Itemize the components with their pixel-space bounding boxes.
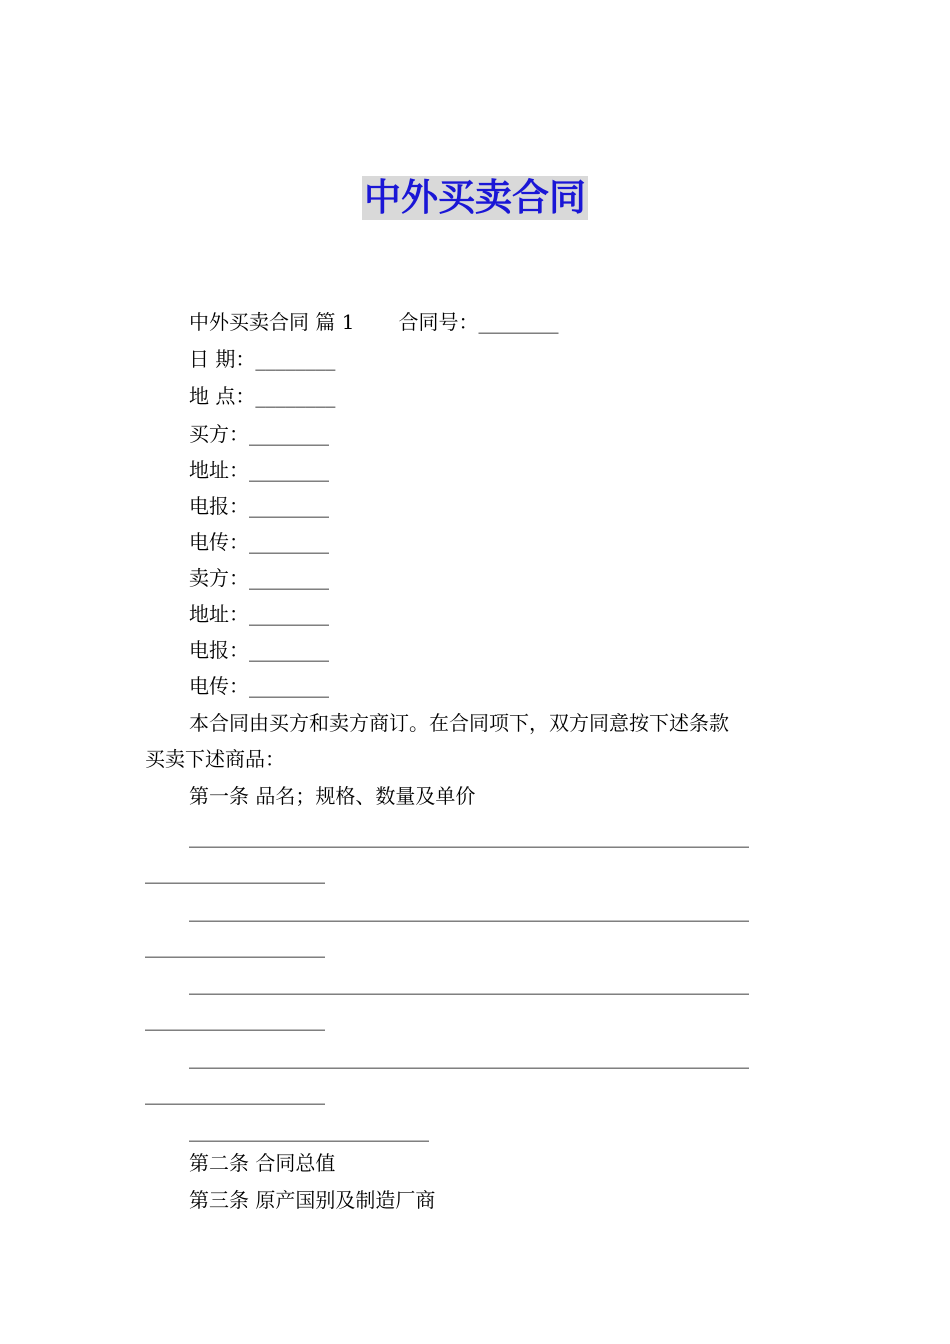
field-buyer: 买方：________: [189, 422, 329, 446]
blank-line: ________________________________________________________: [189, 1045, 749, 1069]
blank-line: __________________: [145, 1081, 325, 1105]
field-seller-telegram: 电报：________: [189, 638, 329, 662]
contract-number-field: 合同号：________: [398, 310, 559, 334]
field-seller: 卖方：________: [189, 566, 329, 590]
header-line: [189, 308, 558, 336]
field-seller-telex: 电传：________: [189, 674, 329, 698]
title-block: [0, 176, 950, 220]
field-date: 日 期：________: [189, 347, 336, 371]
intro-paragraph-line1: 本合同由买方和卖方商订。在合同项下，双方同意按下述条款: [189, 711, 729, 735]
blank-line: ________________________________________________________: [189, 824, 749, 848]
field-seller-address: 地址：________: [189, 602, 329, 626]
article-2-heading: 第二条 合同总值: [189, 1151, 336, 1175]
document-title: 中外买卖合同: [364, 176, 586, 219]
article-3-heading: 第三条 原产国别及制造厂商: [189, 1188, 436, 1212]
blank-line: __________________: [145, 860, 325, 884]
blank-line: ________________________________________________________: [189, 898, 749, 922]
field-place: 地 点：________: [189, 384, 336, 408]
field-buyer-telegram: 电报：________: [189, 494, 329, 518]
contract-heading: 中外买卖合同 篇 1: [189, 310, 355, 334]
blank-line: ________________________________________________________: [189, 971, 749, 995]
field-buyer-telex: 电传：________: [189, 530, 329, 554]
field-buyer-address: 地址：________: [189, 458, 329, 482]
blank-line: ________________________: [189, 1118, 429, 1142]
intro-paragraph-line2: 买卖下述商品：: [145, 747, 285, 771]
article-1-heading: 第一条 品名；规格、数量及单价: [189, 784, 476, 808]
blank-line: __________________: [145, 934, 325, 958]
blank-line: __________________: [145, 1007, 325, 1031]
